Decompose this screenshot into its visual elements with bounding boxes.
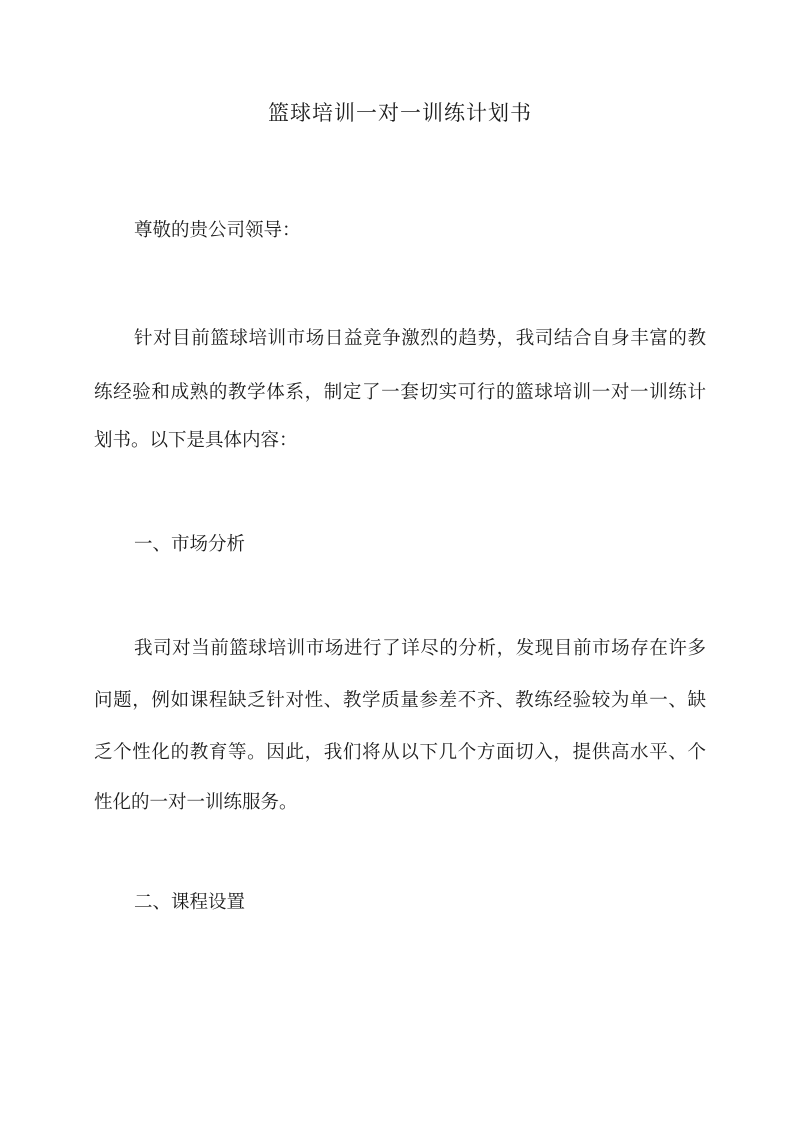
section-heading-market-analysis: 一、市场分析	[134, 534, 246, 555]
section1-line-3: 乏个性化的教育等。因此，我们将从以下几个方面切入，提供高水平、个	[94, 742, 706, 763]
section-heading-course-setup: 二、课程设置	[134, 892, 246, 913]
section1-line-2: 问题，例如课程缺乏针对性、教学质量参差不齐、教练经验较为单一、缺	[94, 690, 706, 711]
document-title: 篮球培训一对一训练计划书	[268, 101, 532, 125]
section1-line-4: 性化的一对一训练服务。	[94, 792, 298, 813]
intro-line-3: 划书。以下是具体内容：	[94, 430, 298, 451]
intro-line-2: 练经验和成熟的教学体系，制定了一套切实可行的篮球培训一对一训练计	[94, 382, 706, 403]
section1-line-1: 我司对当前篮球培训市场进行了详尽的分析，发现目前市场存在许多	[134, 638, 706, 659]
intro-line-1: 针对目前篮球培训市场日益竞争激烈的趋势，我司结合自身丰富的教	[134, 328, 706, 349]
salutation: 尊敬的贵公司领导：	[134, 220, 301, 241]
